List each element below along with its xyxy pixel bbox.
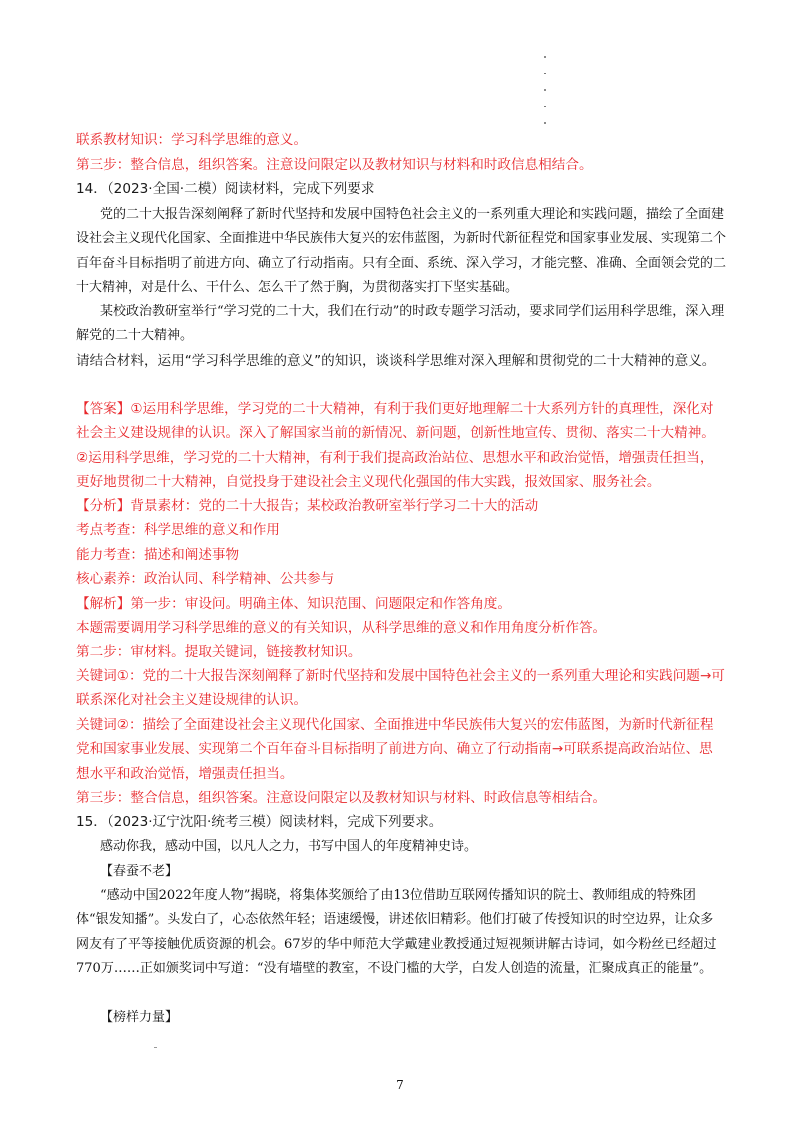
margin-tick: [154, 1047, 157, 1048]
q15-paragraph-1: “感动中国2022年度人物”揭晓，将集体奖颁给了由13位借助互联网传播知识的院士、教师组成的特殊团体“银发知播”。头发白了，心态依然年轻；语速缓慢，讲述依旧精彩。他们打破了传授知识的时空边界，让众多网友有了平等接触优质资源的机会。67岁的华中师范大学戴建业教授通过短视频讲解古诗词，如今粉丝已经超过770万……正如颁奖词中写道：“没有墙壁的教室，不设门槛的大学，白发人创造的流量，汇聚成真正的能量”。: [76, 888, 717, 976]
q15-subtitle-1: 【春蚕不老】: [100, 864, 179, 879]
q14-explain-need: 本题需要调用学习科学思维的意义的有关知识，从科学思维的意义和作用角度分析作答。: [76, 620, 607, 636]
q14-explain-step2: 第二步：审材料。提取关键词，链接教材知识。: [76, 644, 362, 660]
q14-material-paragraph-2: 某校政治教研室举行“学习党的二十大，我们在行动”的时政专题学习活动，要求同学们运用科学思维，深入理解党的二十大精神。: [76, 304, 725, 344]
q14-question: 请结合材料，运用“学习科学思维的意义”的知识，谈谈科学思维对深入理解和贯彻党的二十大精神的意义。: [76, 353, 716, 369]
q14-keyword-2: 关键词②：描绘了全面建设社会主义现代化国家、全面推进中华民族伟大复兴的宏伟蓝图，为新时代新征程党和国家事业发展、实现第二个百年奋斗目标指明了前进方向、确立了行动指南→可联系提高政治站位、思想水平和政治觉悟，增强责任担当。: [76, 717, 714, 782]
q15-intro: 感动你我，感动中国，以凡人之力，书写中国人的年度精神史诗。: [100, 839, 478, 854]
q15-subtitle-2: 【榜样力量】: [100, 1010, 179, 1025]
q14-answer: 【答案】①运用科学思维，学习党的二十大精神，有利于我们更好地理解二十大系列方针的真理性，深化对社会主义建设规律的认识。深入了解国家当前的新情况、新问题，创新性地宣传、贯彻、落实二十大精神。②运用科学思维，学习党的二十大精神，有利于我们提高政治站位、思想水平和政治觉悟，增强责任担当，更好地贯彻二十大精神，自觉投身于建设社会主义现代化强国的伟大实践，报效国家、服务社会。: [76, 401, 715, 490]
question-14-heading: 14．（2023·全国·二模）阅读材料，完成下列要求: [76, 181, 375, 197]
q14-core-literacy: 核心素养：政治认同、科学精神、公共参与: [76, 571, 335, 587]
q14-explain-step3: 第三步：整合信息，组织答案。注意设问限定以及教材知识与材料、时政信息等相结合。: [76, 790, 607, 806]
q14-material-paragraph-1: 党的二十大报告深刻阐释了新时代坚持和发展中国特色社会主义的一系列重大理论和实践问题，描绘了全面建设社会主义现代化国家、全面推进中华民族伟大复兴的宏伟蓝图，为新时代新征程党和国家事业发展、实现第二个百年奋斗目标指明了前进方向、确立了行动指南。只有全面、系统、深入学习，才能完整、准确、全面领会党的二十大精神，对是什么、干什么、怎么干了然于胸，为贯彻落实打下坚实基础。: [76, 207, 727, 295]
question-15-heading: 15．（2023·辽宁沈阳·统考三模）阅读材料，完成下列要求。: [76, 814, 443, 830]
margin-dots: [544, 56, 548, 139]
q14-explain-step1: 【解析】第一步：审设问。明确主体、知识范围、问题限定和作答角度。: [76, 596, 511, 612]
q14-exam-point: 考点考查：科学思维的意义和作用: [76, 522, 280, 538]
q14-ability: 能力考查：描述和阐述事物: [76, 547, 240, 563]
q14-keyword-1: 关键词①：党的二十大报告深刻阐释了新时代坚持和发展中国特色社会主义的一系列重大理论和实践问题→可联系深化对社会主义建设规律的认识。: [76, 668, 725, 709]
textbook-link-line: 联系教材知识：学习科学思维的意义。: [76, 132, 308, 148]
page-number: 7: [396, 1078, 404, 1092]
q14-analysis: 【分析】背景素材：党的二十大报告；某校政治教研室举行学习二十大的活动: [76, 498, 539, 514]
step3-line: 第三步：整合信息，组织答案。注意设问限定以及教材知识与材料和时政信息相结合。: [76, 157, 593, 173]
